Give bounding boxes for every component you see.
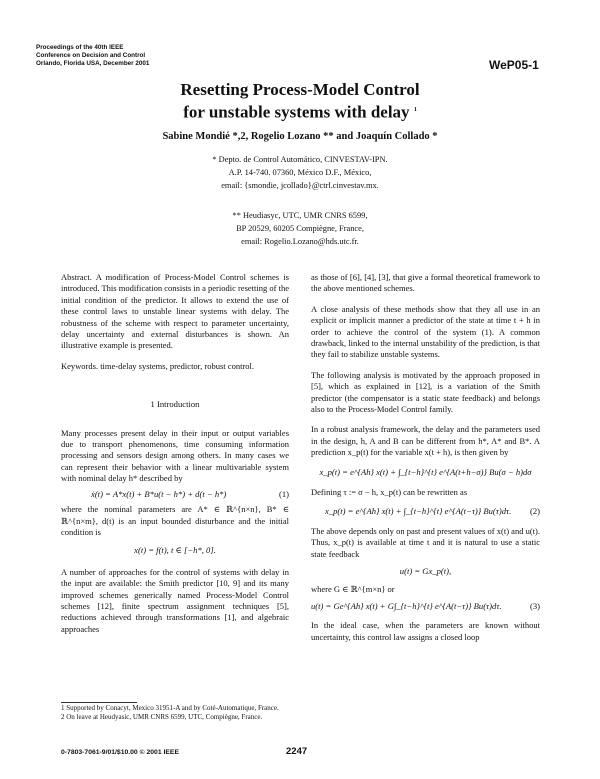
footnote-1: 1 Supported by Conacyt, Mexico 31951-A and by Coté-Automatique, France. — [61, 704, 279, 712]
affiliation-1 — [0, 153, 600, 192]
title-line-1: Resetting Process-Model Control — [180, 80, 420, 99]
conference-line: Conference on Decision and Control — [36, 52, 146, 59]
initial-condition-equation: x(t) = f(t), t ∈ [−h*, 0]. — [134, 545, 216, 556]
equation-2-body: x_p(t) = e^{Ah} x(t) + ∫_{t−h}^{t} e^{A(t−τ)} Bu(τ)dτ. — [325, 505, 512, 516]
intro-paragraph-1: Many processes present delay in their input or output variables due to transport phenomenons, time consuming information processing and sensors design among others. In many cases we can represent their behavior with a linear multivariable system with nominal delay h* described by — [61, 427, 289, 484]
equation-2-number: (2) — [529, 505, 540, 516]
affiliation-2 — [0, 209, 600, 248]
footnote-rule — [61, 702, 137, 703]
right-paragraph-2: A close analysis of these methods show that they all use in an explicit or implicit manner a predictor of the state at time t + h in order to achieve the control of the system (1). A common drawback, linked to the internal unstability of the prediction, is that they fail to stabilize unstable systems. — [311, 303, 540, 360]
affiliation-line: BP 20529, 60205 Compiègne, France, — [236, 224, 364, 233]
affiliation-line: * Depto. de Control Automático, CINVESTAV-IPN. — [212, 155, 388, 164]
affiliation-line: email: Rogelio.Lozano@hds.utc.fr. — [241, 237, 359, 246]
intro-paragraph-2: where the nominal parameters are A* ∈ ℝ^{n×n}, B* ∈ ℝ^{n×m}, d(t) is an input bounded disturbance and the initial condition is — [61, 504, 289, 537]
affiliation-line: email: {smondie, jcollado}@ctrl.cinvestav.mx. — [221, 181, 379, 190]
right-paragraph-7: where G ∈ ℝ^{m×n} or — [311, 583, 395, 594]
right-paragraph-4: In a robust analysis framework, the delay and the parameters used in the design, h, A and B can be different from h*, A* and B*. A prediction x_p(t) for the variable x(t + h), is then given by — [311, 424, 540, 458]
right-column — [311, 272, 540, 643]
conference-line: Orlando, Florida USA, December 2001 — [36, 60, 150, 67]
equation-1-number: (1) — [278, 488, 289, 499]
right-paragraph-8: In the ideal case, when the parameters are known without uncertainty, this control law assigns a closed loop — [311, 620, 540, 642]
equation-2 — [311, 506, 540, 517]
author-list: Sabine Mondié *,2, Rogelio Lozano ** and Joaquín Collado * — [162, 131, 438, 142]
right-paragraph-5: Defining τ := σ − h, x_p(t) can be rewritten as — [311, 487, 468, 498]
conference-line: Proceedings of the 40th IEEE — [36, 44, 124, 51]
abstract: Abstract. A modification of Process-Model Control schemes is introduced. This modification consists in a periodic resetting of the initial condition of the predictor. It allows to extend the use of these control laws to unstable linear systems with delay. The robustness of the scheme with respect to parameter uncertainty, delay uncertainty and external disturbances is shown. An illustrative example is presented. — [61, 272, 289, 351]
isbn-copyright: 0-7803-7061-9/01/$10.00 © 2001 IEEE — [61, 749, 179, 756]
right-paragraph-3: The following analysis is motivated by the approach proposed in [5], which as explained in [12], is a variation of the Smith predictor (the compensator is a static state feedback) and belongs also to the Process-Model Control family. — [311, 369, 540, 415]
left-column — [61, 272, 289, 635]
paper-title — [0, 80, 600, 123]
equation-3 — [311, 601, 540, 612]
right-paragraph-6: The above depends only on past and present values of x(t) and u(t). Thus, x_p(t) is available at time t and it is natural to use a static state feedback — [311, 525, 540, 559]
affiliation-line: ** Heudiasyc, UTC, UMR CNRS 6599, — [232, 211, 368, 220]
title-footnote-mark: 1 — [413, 107, 417, 113]
session-code: WeP05-1 — [489, 58, 539, 72]
keywords: Keywords. time-delay systems, predictor, robust control. — [61, 360, 254, 371]
footnotes — [61, 704, 289, 721]
feedback-equation: u(t) = Gx_p(t), — [399, 566, 452, 577]
equation-3-number: (3) — [529, 600, 540, 611]
footnote-2: 2 On leave at Heudyasic, UMR CNRS 6599, UTC, Compiègne, France. — [61, 712, 263, 721]
title-line-2-text: for unstable systems with delay — [183, 102, 410, 122]
right-paragraph-1: as those of [6], [4], [3], that give a formal theoretical framework to the above mentioned schemes. — [311, 272, 540, 294]
equation-1 — [61, 489, 289, 500]
prediction-equation: x_p(t) = e^{Ah} x(t) + ∫_{t−h}^{t} e^{A(t+h−σ)} Bu(σ − h)dσ — [319, 466, 532, 477]
equation-3-body: u(t) = Ge^{Ah} x(t) + G∫_{t−h}^{t} e^{A(t−τ)} Bu(τ)dτ. — [311, 600, 502, 611]
title-line-2 — [0, 100, 600, 123]
section-heading-introduction: 1 Introduction — [150, 399, 200, 410]
affiliation-line: A.P. 14-740. 07360, México D.F., México, — [228, 168, 372, 177]
equation-1-body: ẋ(t) = A*x(t) + B*u(t − h*) + d(t − h*) — [91, 488, 227, 499]
conference-header — [36, 44, 149, 68]
intro-paragraph-3: A number of approaches for the control of systems with delay in the input are available: the Smith predictor [10, 9] and its many improved schemes generically named Process-Model Control schemes [12], finite spectrum assignment techniques [5], reductions achieved through transformations [1], and algebraic approaches — [61, 566, 289, 634]
page-number: 2247 — [286, 746, 308, 757]
